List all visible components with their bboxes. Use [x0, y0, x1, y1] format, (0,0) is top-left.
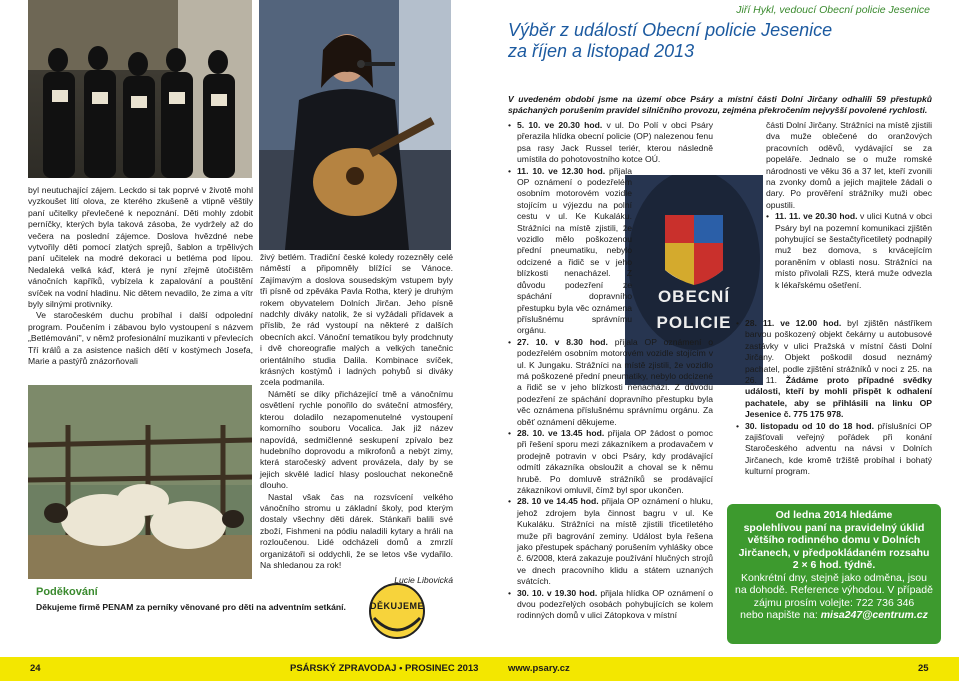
event-item: • 28. 10 ve 14.45 hod. přijala OP oznámení o hluku, jehož zdrojem byla činnost bagru v ul. Ke Kukaláku. Strážníci na místě zjistili třicetiletého muže při bagrování zeminy. Událost byla řešena jako přestupek spáchaný porušením vyhlášky obce č. 6/2008, která zakazuje používání hlučných strojů ve dnech pracovního klidu a státem uznaných svátcích.: [508, 496, 713, 587]
events-column-1: [508, 120, 713, 622]
event-item: • 5. 10. ve 20.30 hod. v ul. Do Polí v obci Psáry přerazila hlídka obecní policie (OP) nalezenou fenu psa rasy Jack Russel teriér, kterou následně umístila do pohotovostního kotce OÚ.: [508, 120, 713, 166]
event-item: • 30. 10. v 19.30 hod. přijala hlídka OP oznámení o dvou podezřelých osobách pohybujících se kolem rodinných domů v ulici Zátopkova v místní: [508, 588, 713, 622]
event-item: • 27. 10. v 8.30 hod. přijala OP oznámení o podezřelém osobním motorovém vozidle stojícím v ul. K Jungaku. Strážníci na místě zjistili, že vozidlo má poškozené přední pneumatiky, nebylo odcizené a řidič se v jeho blízkosti nenachází. Z důvodu podezření ze spáchání dopravního přestupku byla věc oznámena příslušnému správnímu orgánu. Za oběť oznámení děkujeme.: [508, 337, 713, 428]
page-number-left: 24: [30, 663, 41, 674]
article-paragraph: Ve staročeském duchu probíhal i další odpolední program. Poučením i zábavou bylo vystoupení s názvem „Betlémování", v němž profesionální muzikanti v převlecích Tří králů a za asistence našich dětí v kostýmech Josefa, Marie a pastýřů znázorňovali: [28, 310, 253, 367]
ad-line: na dohodě. Reference výhodou. V případě zájmu prosím volejte: 722 736 346: [735, 584, 933, 609]
article-paragraph: byl neutuchající zájem. Leckdo si tak poprvé v životě mohl vyzkoušet lití olova, ze kterého zkušeně a vtipně věštily paní učitelky převlečené k nepoznání. Děti mohly zdobit perníčky, kterých byla taková zásoba, že vydržely až do večera na poslední zájemce. Doslova hvězdné nebe vytvořily děti pomocí zlatých sprejů, šablon a trpělivých paní učitelek na modré dekoraci u betléma pod lípou. Nedaleká velká káď, která je nyní zřejmě útočištěm vánočních kapříků, vybízela k zapalování a pouštění svíček na vodní hladinu. Nic dětem nevadilo, že zima a vítr byly silnými protivníky.: [28, 185, 253, 310]
page-title-line: za říjen a listopad 2013: [508, 41, 695, 61]
sheep-photo: [28, 385, 252, 579]
footer-bar: [0, 657, 959, 681]
singer-photo: [259, 0, 451, 250]
cleaning-ad-box: [727, 504, 941, 644]
article-column-1: [28, 185, 253, 368]
article-author: Jiří Hykl, vedoucí Obecní policie Jesenice: [736, 4, 930, 16]
article-paragraph: Nastal však čas na rozsvícení velkého vánočního stromu u základní školy, pod kterým dostaly všechny děti dárek. Stánkaři balili své zboží, Fishmeni na pódiu naladili kytary a hráli na rozloučenou. Lidé odcházeli domů a zmrzlí organizátoři si oddychli, že se letos vše vydařilo. Na shledanou za rok!: [260, 491, 453, 570]
website-link[interactable]: www.psary.cz: [508, 663, 570, 674]
thanks-title: Poděkování: [36, 586, 98, 598]
events-list-2: [766, 211, 932, 291]
ad-line: spolehlivou paní na pravidelný úklid: [743, 521, 925, 534]
events-list-3: [736, 318, 932, 478]
events-column-2: [766, 120, 932, 291]
ad-line: Konkrétní dny, stejně jako odměna, jsou: [740, 571, 927, 584]
ad-contact: nebo napište na: misa247@centrum.cz: [740, 609, 928, 621]
events-column-2b: [736, 318, 932, 478]
page-number-right: 25: [918, 663, 929, 674]
events-list: [508, 120, 713, 622]
ad-line: Od ledna 2014 hledáme: [775, 509, 893, 521]
event-continuation: části Dolní Jirčany. Strážníci na místě zjistili dva muže oblečené do oranžových pracovních oděvů, vydávající se za popeláře. Jednalo se o muže romské národnosti ve věku 36 a 37 let, kteří zvonili na zvonky domů a jejich majitele žádali o dary. Po prověření strážníky muži obec opustili.: [766, 120, 932, 210]
choir-photo: [28, 0, 252, 178]
article-column-2: [260, 252, 453, 587]
article-paragraph: Námětí se díky přicházející tmě a vánočnímu osvětlení rychle ponořilo do sváteční atmosféry, kterou doladilo nezapomenutelné vystoupení komorního souboru Vocalica. Jak již název napovídá, sedmičlenné seskupení zpívalo bez hudebního doprovodu a mikrofonů a nebýt zimy, která staročeský advent provázela, daly by se jejich skvělé ladicí hlasy poslouchat nekonečně dlouho.: [260, 388, 453, 491]
event-item: • 28. 10. ve 13.45 hod. přijala OP žádost o pomoc při řešení sporu mezi zákazníkem a prodavačem v prodejně potravin v obci Psáry, kdy prodávající odmítl zákazníka obsloužit a choval se k němu hrubě. Po domluvě strážníků se prodávající zákazníkovi omluvil, čímž byl spor ukončen.: [508, 428, 713, 496]
badge-text: DĚKUJEME: [369, 601, 424, 611]
event-item: • 11. 10. ve 12.30 hod. přijala OP oznámení o podezřelém osobním motorovém vozidle stojícím u výjezdu na polní cestu v ul. Ke Kukaláku. Strážníci na místě zjistili, že vozidlo mělo poškozenou přední pneumatiku, nebylo odcizené a řidič se v jeho blízkosti nenacházel. Z důvodu podezření ze spáchání dopravního přestupku byla věc oznámena příslušnému správnímu orgánu.: [508, 166, 632, 337]
publication-name: PSÁRSKÝ ZPRAVODAJ • PROSINEC 2013: [290, 663, 479, 674]
ad-line: většího rodinného domu v Dolních: [747, 534, 921, 546]
page-title-line: Výběr z událostí Obecní policie Jesenice: [508, 20, 833, 40]
thanks-text: Děkujeme firmě PENAM za perníky věnované pro děti na adventním setkání.: [36, 602, 346, 612]
ad-email[interactable]: misa247@centrum.cz: [820, 609, 928, 621]
police-sign-line: OBECNÍ: [657, 287, 731, 306]
event-item: • 11. 11. ve 20.30 hod. v ulici Kutná v obci Psáry byl na pozemní komunikaci zjištěn pohybující se šestačtyřicetiletý podnapilý muž bez domova, s krvácejícím poraněním v oblasti nosu. Strážníci na místo přivolali RZS, která muže odvezla k lékařskému ošetření.: [766, 211, 932, 291]
ad-line: 2 × 6 hod. týdně.: [792, 559, 876, 571]
thanks-box: [28, 580, 358, 640]
intro-text: V uvedeném období jsme na území obce Psáry a místní části Dolní Jirčany odhalili 59 přestupků spáchaných porušením pravidel silničního provozu, zejména překročením nejvyšší povolené rychlosti.: [508, 94, 932, 116]
page-title: [508, 20, 928, 62]
signature: Lucie Libovická: [394, 575, 453, 586]
event-item: • 28. 11. ve 12.00 hod. byl zjištěn nástříkem barvou poškozený objekt čekárny u autobusové zastávky v ulici Pražská v místní části Dolní Jirčany. Objekt poškodil dosud neznámý pachatel, podle zjištění strážníků v noci z 25. na 26. 11. Žádáme proto případné svědky události, kteří by mohli přispět k odhalení pachatele, aby se přihlásili na linku OP Jesenice č. 775 175 978.: [736, 318, 932, 421]
event-item: • 30. listopadu od 10 do 18 hod. příslušníci OP zajišťovali veřejný pořádek při konání Staročeského adventu na návsi v Dolních Jirčanech, kde kromě tržiště probíhal i bohatý kulturní program.: [736, 421, 932, 478]
police-sign-line: POLICIE: [656, 313, 732, 332]
ad-line: Jirčanech, v předpokládaném rozsahu: [738, 546, 930, 559]
thanks-badge: [362, 580, 432, 642]
article-paragraph: živý betlém. Tradiční české koledy rozezněly celé náměstí a připomněly blížící se Vánoce. Zajímavým a doslova sousedským vstupem byly tři písně od zpěváka Pavla Rotha, který je druhým rokem obyvatelem Dolních Jirčan. Jeho písně nadchly diváky natolik, že si vyžádali přídavek a příslib, že rád vystoupí na některé z dalších obecních akcí. Vánoční tematikou byly prodchnuty i dvě choreografie malých a velkých tanečnic orientálního studia Dalila. Kombinace svíček, krásných kostýmů i ladných pohybů si diváky zcela podmanila.: [260, 252, 453, 388]
